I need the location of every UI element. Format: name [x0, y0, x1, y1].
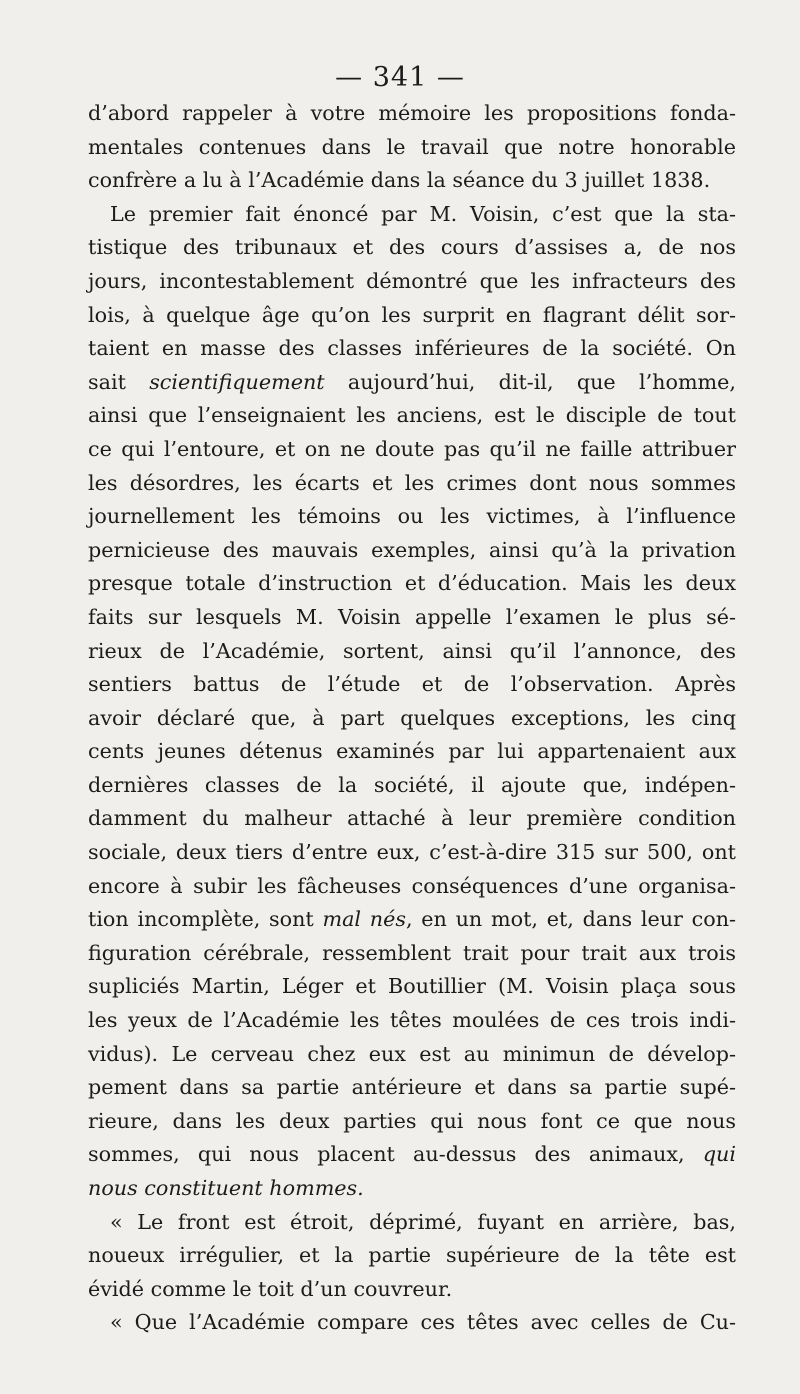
- text-line: [88, 702, 736, 736]
- text-line: [88, 299, 736, 333]
- text-segment: lois, à quelque âge qu’on les surprit en flagrant délit sor-: [88, 302, 736, 327]
- text-line: [88, 1071, 736, 1105]
- text-line: [88, 1172, 736, 1206]
- text-segment: ce qui l’entoure, et on ne doute pas qu’il ne faille attribuer: [88, 436, 736, 461]
- text-segment: ainsi que l’enseignaient les anciens, est le disciple de tout: [88, 403, 736, 428]
- text-line: [88, 265, 736, 299]
- text-segment: vidus). Le cerveau chez eux est au minimun de dévelop-: [88, 1041, 736, 1066]
- italic-text: mal nés: [322, 907, 406, 932]
- text-line: [88, 870, 736, 904]
- text-segment: cents jeunes détenus examinés par lui appartenaient aux: [88, 739, 736, 764]
- text-line: [88, 668, 736, 702]
- text-segment: rieux de l’Académie, sortent, ainsi qu’il l’annonce, des: [88, 638, 736, 663]
- italic-text: qui: [702, 1142, 736, 1167]
- text-segment: d’abord rappeler à votre mémoire les propositions fonda-: [88, 101, 736, 125]
- text-segment: , en un mot, et, dans leur con-: [405, 907, 737, 932]
- text-line: [88, 1239, 736, 1273]
- text-line: [88, 1273, 736, 1307]
- text-line: [88, 567, 736, 601]
- text-segment: rieure, dans les deux parties qui nous font ce que nous: [88, 1108, 736, 1133]
- text-line: [88, 937, 736, 971]
- text-line: [88, 769, 736, 803]
- text-line: [88, 164, 736, 198]
- text-line: [88, 97, 736, 131]
- text-segment: damment du malheur attaché à leur première condition: [88, 806, 736, 831]
- text-line: [88, 467, 736, 501]
- text-line: [88, 231, 736, 265]
- page-number: — 341 —: [335, 62, 465, 93]
- text-segment: encore à subir les fâcheuses conséquences d’une organisa-: [88, 873, 736, 898]
- text-line: [88, 198, 736, 232]
- text-line: [88, 500, 736, 534]
- text-line: [88, 970, 736, 1004]
- text-line: [88, 1004, 736, 1038]
- text-segment: évidé comme le toit d’un couvreur.: [88, 1276, 453, 1301]
- text-segment: Le premier fait énoncé par M. Voisin, c’est que la sta-: [110, 201, 736, 226]
- text-line: [88, 1105, 736, 1139]
- italic-text: scientifiquement: [149, 369, 325, 394]
- text-line: [88, 399, 736, 433]
- text-line: [88, 635, 736, 669]
- text-line: [88, 836, 736, 870]
- text-segment: « Que l’Académie compare ces têtes avec celles de Cu-: [110, 1310, 736, 1335]
- text-segment: dernières classes de la société, il ajoute que, indépen-: [88, 772, 736, 797]
- text-line: [88, 903, 736, 937]
- text-segment: avoir déclaré que, à part quelques exceptions, les cinq: [88, 705, 736, 730]
- italic-text: nous constituent hommes.: [88, 1176, 364, 1200]
- text-segment: pement dans sa partie antérieure et dans sa partie supé-: [88, 1075, 736, 1100]
- text-segment: figuration cérébrale, ressemblent trait pour trait aux trois: [88, 940, 736, 965]
- text-segment: « Le front est étroit, déprimé, fuyant en arrière, bas,: [110, 1209, 736, 1234]
- text-line: [88, 1038, 736, 1072]
- text-line: [88, 332, 736, 366]
- text-line: [88, 366, 736, 400]
- text-segment: jours, incontestablement démontré que les infracteurs des: [88, 268, 736, 293]
- text-segment: tion incomplète, sont: [88, 907, 323, 932]
- body-text: [88, 97, 736, 1340]
- text-segment: sommes, qui nous placent au-dessus des animaux,: [88, 1142, 703, 1167]
- text-segment: tistique des tribunaux et des cours d’assises a, de nos: [88, 235, 736, 260]
- text-line: [88, 131, 736, 165]
- text-segment: sait: [88, 369, 150, 394]
- text-segment: taient en masse des classes inférieures de la société. On: [88, 336, 736, 361]
- text-segment: supliciés Martin, Léger et Boutillier (M. Voisin plaça sous: [88, 974, 736, 999]
- text-segment: confrère a lu à l’Académie dans la séance du 3 juillet 1838.: [88, 168, 711, 193]
- text-line: [88, 601, 736, 635]
- text-line: [88, 433, 736, 467]
- text-segment: noueux irrégulier, et la partie supérieure de la tête est: [88, 1243, 736, 1268]
- text-segment: les yeux de l’Académie les têtes moulées de ces trois indi-: [88, 1008, 736, 1033]
- text-segment: sentiers battus de l’étude et de l’observation. Après: [88, 672, 736, 697]
- text-segment: faits sur lesquels M. Voisin appelle l’examen le plus sé-: [88, 604, 736, 629]
- text-segment: journellement les témoins ou les victimes, à l’influence: [88, 504, 736, 529]
- text-line: [88, 1306, 736, 1340]
- text-segment: sociale, deux tiers d’entre eux, c’est-à-dire 315 sur 500, ont: [88, 840, 736, 865]
- text-segment: les désordres, les écarts et les crimes dont nous sommes: [88, 470, 736, 495]
- text-segment: aujourd’hui, dit-il, que l’homme,: [324, 369, 736, 394]
- text-segment: mentales contenues dans le travail que notre honorable: [88, 134, 736, 159]
- text-line: [88, 1206, 736, 1240]
- text-segment: pernicieuse des mauvais exemples, ainsi qu’à la privation: [88, 537, 736, 562]
- text-segment: presque totale d’instruction et d’éducation. Mais les deux: [88, 571, 736, 596]
- text-line: [88, 534, 736, 568]
- text-line: [88, 1138, 736, 1172]
- text-line: [88, 735, 736, 769]
- text-line: [88, 802, 736, 836]
